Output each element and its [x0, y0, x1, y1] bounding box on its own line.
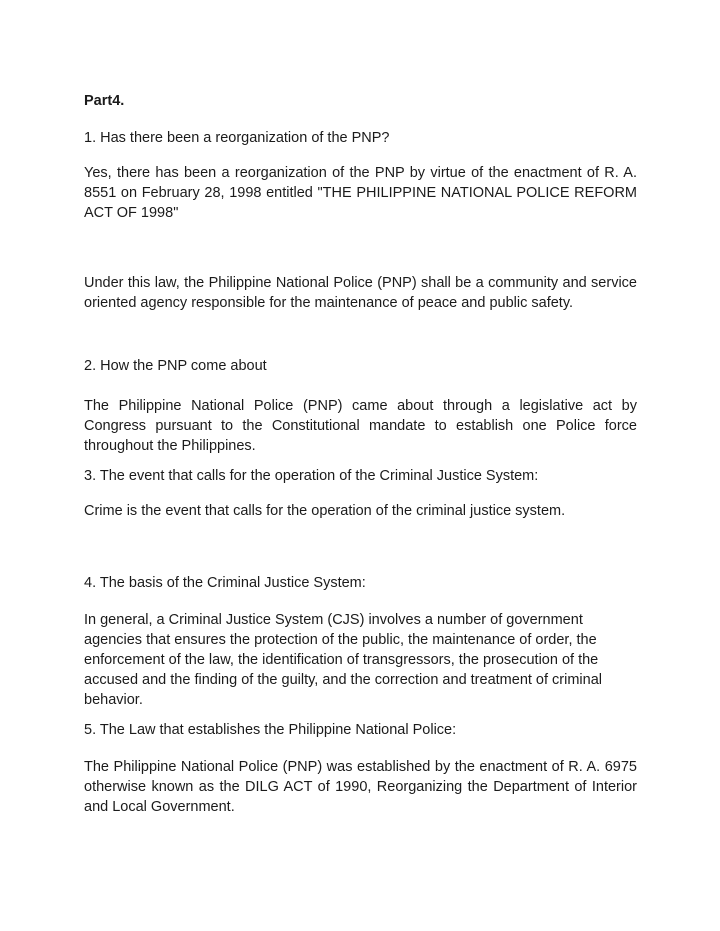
question-3: 3. The event that calls for the operation of the Criminal Justice System:	[84, 468, 539, 484]
question-1: 1. Has there been a reorganization of the PNP?	[84, 130, 390, 146]
answer-4-paragraph: In general, a Criminal Justice System (CJS) involves a number of government agencies that ensures the protection of the public, the maintenance of order, the enforcement of the law, the identification of transgressors, the prosecution of the accused and the finding of the guilty, and the correction and treatment of criminal behavior.	[84, 612, 603, 708]
part-heading: Part4.	[84, 93, 125, 109]
answer-2-paragraph: The Philippine National Police (PNP) came about through a legislative act by Congress pursuant to the Constitutional mandate to establish one Police force throughout the Philippines.	[84, 398, 637, 454]
answer-5-paragraph: The Philippine National Police (PNP) was established by the enactment of R. A. 6975 otherwise known as the DILG ACT of 1990, Reorganizing the Department of Interior and Local Government.	[84, 759, 637, 815]
answer-1-paragraph-a: Yes, there has been a reorganization of the PNP by virtue of the enactment of R. A. 8551 on February 28, 1998 entitled "THE PHILIPPINE NATIONAL POLICE REFORM ACT OF 1998"	[84, 165, 637, 221]
question-2: 2. How the PNP come about	[84, 358, 267, 374]
answer-3-paragraph: Crime is the event that calls for the operation of the criminal justice system.	[84, 503, 566, 519]
question-4: 4. The basis of the Criminal Justice System:	[84, 575, 366, 591]
answer-1-paragraph-b: Under this law, the Philippine National Police (PNP) shall be a community and service oriented agency responsible for the maintenance of peace and public safety.	[84, 275, 637, 311]
question-5: 5. The Law that establishes the Philippine National Police:	[84, 722, 457, 738]
